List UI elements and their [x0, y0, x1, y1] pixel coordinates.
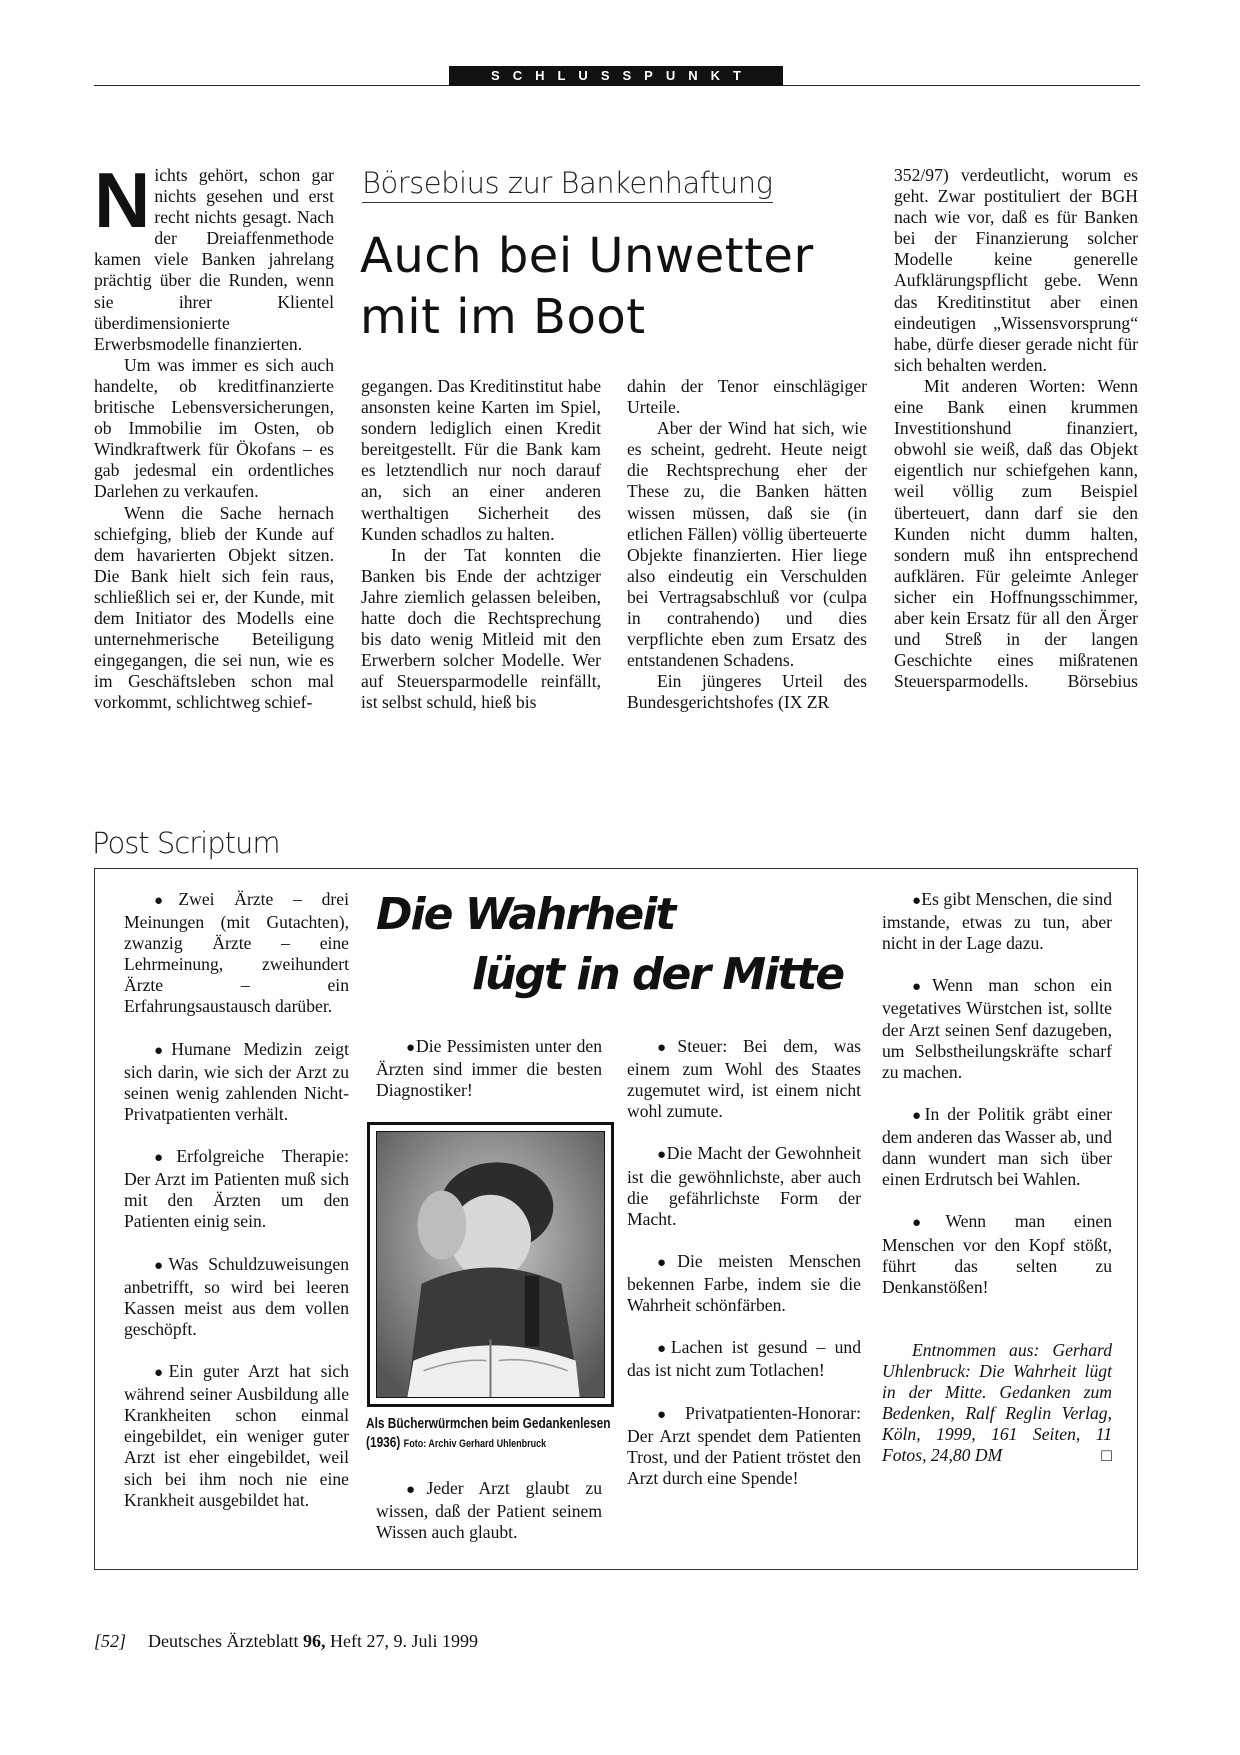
page-number: [52] — [94, 1631, 127, 1651]
bullet-icon: ● — [657, 1147, 667, 1164]
aphorism: ●Was Schuldzuweisungen anbetrifft, so wird bei leeren Kassen meist aus dem vollen geschöpft. — [124, 1253, 349, 1339]
postscriptum-headline — [376, 885, 843, 1005]
ps-headline-line-1: Die Wahrheit — [376, 889, 675, 940]
bullet-icon: ● — [154, 1365, 169, 1382]
drop-cap: N — [94, 156, 151, 244]
aphorism: ●Humane Medizin zeigt sich darin, wie sich der Arzt zu seinen wenig zahlenden Nicht-Privatpatienten verhält. — [124, 1038, 349, 1124]
postscriptum-title: Post Scriptum — [92, 826, 280, 860]
photo-image — [377, 1132, 604, 1397]
headline-line-2: mit im Boot — [360, 289, 646, 345]
aphorism: ●Steuer: Bei dem, was einem zum Wohl des Staates zugemutet wird, ist einem nicht wohl zumute. — [627, 1036, 862, 1122]
bullet-icon: ● — [406, 1040, 416, 1056]
article-paragraph: dahin der Tenor einschlägiger Urteile. — [627, 376, 867, 418]
journal-name: Deutsches Ärzteblatt — [148, 1631, 299, 1651]
ps-column-2-top — [376, 1036, 602, 1122]
bullet-icon: ● — [657, 1406, 686, 1423]
aphorism: ●Ein guter Arzt hat sich während seiner Ausbildung alle Krankheiten schon einmal eingebildet, ein weniger guter Arzt ist eher eingebildet, weil sich bei ihm noch nie eine Krankheit ausgebildet hat. — [124, 1361, 349, 1510]
boy-reading-photo — [376, 1131, 605, 1398]
article-paragraph: In der Tat konnten die Banken bis Ende der achtziger Jahre ziemlich gelassen beleiben, hatte doch die Rechtsprechung bis dato wenig Mitleid mit den Erwerbern solcher Modelle. Wer auf Steuersparmodelle reinfällt, ist selbst schuld, hieß bis — [361, 544, 601, 713]
aphorism: ●Jeder Arzt glaubt zu wissen, daß der Patient seinem Wissen auch glaubt. — [376, 1478, 602, 1543]
article-paragraph: Ein jüngeres Urteil des Bundesgerichtshofes (IX ZR — [627, 671, 867, 713]
bullet-icon: ● — [657, 1254, 678, 1271]
bullet-icon: ● — [912, 1215, 946, 1232]
aphorism: ●Die Macht der Gewohnheit ist die gewöhnlichste, aber auch die gefährlichste Form der Macht. — [627, 1143, 861, 1229]
ps-column-1 — [124, 889, 349, 1532]
article-paragraph: Mit anderen Worten: Wenn eine Bank einen krummen Investitionshund finanziert, obwohl sie weiß, daß das Objekt eigentlich nur schiefgehen kann, weil völlig zum Beispiel überteuert, dann darf sie den Kunden nicht dumm halten, sondern muß ihn entsprechend aufklären. Für geleimte Anleger sicher ein Hoffnungsschimmer, aber kein Ersatz für all den Ärger und Streß in der langen Geschichte eines mißratenen Steuersparmodells. — [894, 375, 1138, 692]
ps-column-2-bottom — [376, 1478, 602, 1564]
article-column-2 — [361, 376, 601, 714]
footer — [94, 1631, 478, 1652]
ps-column-3 — [627, 1036, 861, 1510]
aphorism: ●Die Pessimisten unter den Ärzten sind immer die besten Diagnostiker! — [376, 1036, 602, 1101]
end-mark-icon: □ — [1101, 1445, 1112, 1466]
bullet-icon: ● — [657, 1040, 678, 1056]
article-kicker: Börsebius zur Bankenhaftung — [362, 166, 773, 203]
issue-date: Heft 27, 9. Juli 1999 — [329, 1631, 478, 1651]
aphorism: ●Wenn man einen Menschen vor den Kopf stößt, führt das selten zu Denkanstößen! — [882, 1211, 1113, 1297]
bullet-icon: ● — [406, 1482, 427, 1498]
aphorism: ●Es gibt Menschen, die sind imstande, etwas zu tun, aber nicht in der Lage dazu. — [882, 889, 1112, 954]
bullet-icon: ● — [154, 1042, 172, 1059]
article-paragraph: 352/97) verdeutlicht, worum es geht. Zwar postituliert der BGH nach wie vor, daß es für Banken bei der Finanzierung solcher Modelle keine generelle Aufklärungspflicht gebe. Wenn das Kreditinstitut aber einen eindeutigen „Wissensvorsprung“ habe, dürfe dieser gerade nicht für sich behalten werden. — [894, 165, 1138, 375]
bullet-icon: ● — [912, 979, 933, 996]
bullet-icon: ● — [912, 893, 922, 909]
bullet-icon: ● — [154, 893, 179, 909]
photo-frame — [367, 1122, 614, 1407]
aphorism: ●Erfolgreiche Therapie: Der Arzt im Patienten muß sich mit den Ärzten um den Patienten einig sein. — [124, 1146, 349, 1232]
headline-line-1: Auch bei Unwetter — [360, 228, 814, 284]
aphorism: ●Privatpatienten-Honorar: Der Arzt spendet dem Patienten Trost, und der Patient tröstet den Arzt durch eine Spende! — [627, 1402, 861, 1488]
article-column-3 — [627, 376, 867, 714]
bullet-icon: ● — [154, 1150, 177, 1167]
bullet-icon: ● — [657, 1341, 671, 1358]
aphorism: ●Lachen ist gesund – und das ist nicht zum Totlachen! — [627, 1337, 862, 1381]
article-headline — [360, 226, 840, 348]
ps-headline-line-2: lügt in der Mitte — [472, 949, 844, 1000]
caption-text: Als Bücherwürmchen beim Gedankenlesen (1936) — [366, 1416, 611, 1451]
volume: 96, — [302, 1631, 326, 1651]
article-paragraph: gegangen. Das Kreditinstitut habe ansonsten keine Karten im Spiel, sondern lediglich einen Kredit bereitgestellt. Für die Bank kam es letztendlich nur noch darauf an, sich an einer anderen werthaltigen Sicherheit des Kunden schadlos zu halten. — [361, 376, 601, 544]
ps-column-4 — [882, 889, 1112, 1487]
article-paragraph: Aber der Wind hat sich, wie es scheint, gedreht. Heute neigt die Rechtsprechung eher der These zu, die Banken hätten wissen müssen, daß sie (in etlichen Fällen) völlig überteuerte Objekte finanzierten. Hier liege also eindeutig ein Verschulden bei Vertragsabschluß vor (culpa in contrahendo) und dies verpflichte eben zum Ersatz des entstandenen Schadens. — [627, 418, 867, 671]
article-column-4 — [894, 165, 1138, 692]
article-paragraph: Um was immer es sich auch handelte, ob kreditfinanzierte britische Lebensversicherungen, ob Immobilie im Osten, ob Windkraftwerk für Ökofans – es gab jedesmal ein ordentliches Darlehen zu verkaufen. — [94, 354, 334, 502]
source-note: Entnommen aus: Gerhard Uhlenbruck: Die Wahrheit lügt in der Mitte. Gedanken zum Bedenken, Ralf Reglin Verlag, Köln, 1999, 161 Seiten, 11 Fotos, 24,80 DM □ — [882, 1339, 1112, 1466]
article-paragraph: Wenn die Sache hernach schiefging, blieb der Kunde auf dem havarierten Objekt sitzen. Die Bank hielt sich fein raus, schließlich sei er, der Kunde, mit dem Initiator des Modells eine unternehmerische Beteiligung eingegangen, die sei nun, wie es im Geschäftsleben schon mal vorkommt, schlichtweg schief- — [94, 502, 334, 713]
aphorism: ●Zwei Ärzte – drei Meinungen (mit Gutachten), zwanzig Ärzte – eine Lehrmeinung, zweihundert Ärzte – ein Erfahrungsaustausch darüber. — [124, 889, 349, 1017]
article-paragraph: Nichts gehört, schon gar nichts gesehen und erst recht nichts gesagt. Nach der Dreiaffenmethode kamen viele Banken jahrelang prächtig über die Runden, wenn sie ihrer Klientel überdimensionierte Erwerbsmodelle finanzierten. — [94, 156, 334, 354]
section-tag: SCHLUSSPUNKT — [449, 66, 783, 86]
aphorism: ●Wenn man schon ein vegetatives Würstchen ist, sollte der Arzt seinen Senf dazugeben, um Selbstheilungskräfte scharf zu machen. — [882, 975, 1112, 1082]
bullet-icon: ● — [154, 1257, 169, 1274]
author-signature: Börsebius — [1067, 671, 1138, 692]
aphorism: ●In der Politik gräbt einer dem anderen das Wasser ab, und dann wundert man sich über einen Erdrutsch bei Wahlen. — [882, 1103, 1112, 1190]
photo-caption — [366, 1415, 620, 1454]
article-column-1 — [94, 156, 334, 713]
photo-credit: Foto: Archiv Gerhard Uhlenbruck — [403, 1438, 547, 1450]
aphorism: ●Die meisten Menschen bekennen Farbe, indem sie die Wahrheit schönfärben. — [627, 1250, 861, 1316]
bullet-icon: ● — [912, 1107, 925, 1124]
